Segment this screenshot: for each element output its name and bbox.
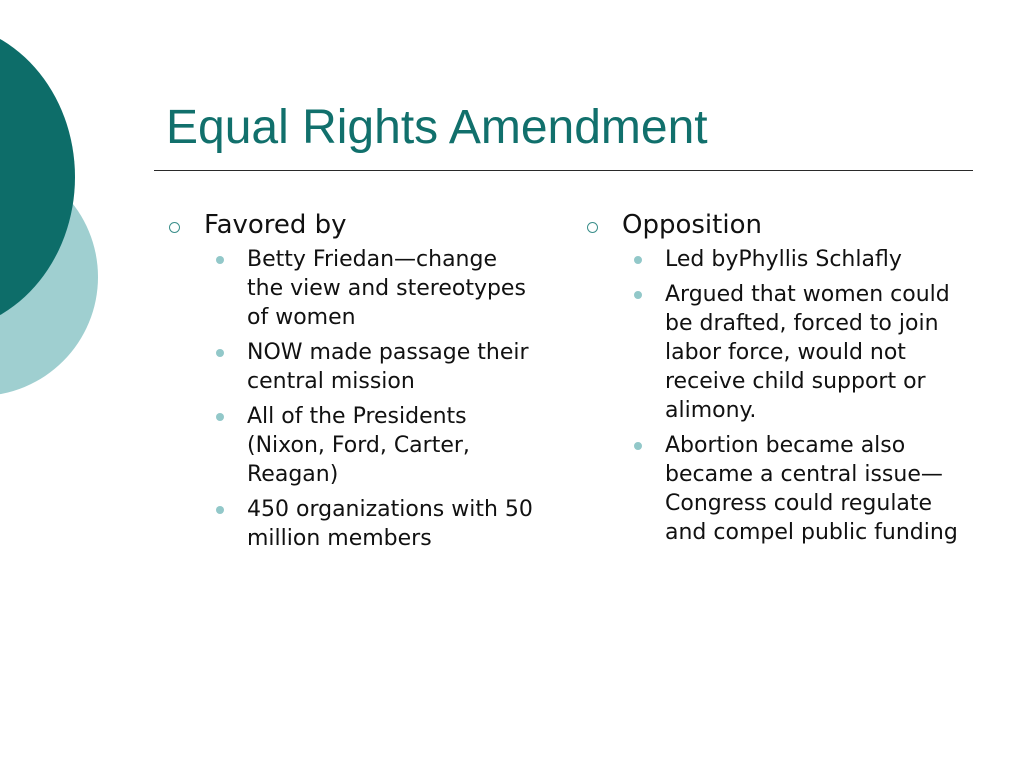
list-item-text: NOW made passage their central mission [247,340,529,394]
slide-title: Equal Rights Amendment [166,101,708,154]
hollow-circle-bullet-icon [587,222,598,233]
list-item [166,402,546,489]
opposition-heading [584,208,974,242]
favored-heading-label: Favored by [204,210,347,240]
opposition-list [584,245,974,547]
list-item [584,245,974,274]
opposition-heading-label: Opposition [622,210,762,240]
list-item [166,245,546,332]
dot-bullet-icon [216,349,224,357]
dot-bullet-icon [634,442,642,450]
hollow-circle-bullet-icon [169,222,180,233]
list-item-text: 450 organizations with 50 million members [247,497,533,551]
list-item [166,495,546,553]
list-item-text: Betty Friedan—change the view and stereotypes of women [247,247,526,330]
dot-bullet-icon [634,256,642,264]
dot-bullet-icon [216,413,224,421]
favored-column [166,208,546,559]
list-item-text: All of the Presidents (Nixon, Ford, Carter, Reagan) [247,404,470,487]
list-item-text: Abortion became also became a central issue—Congress could regulate and compel public funding [665,433,958,545]
opposition-column [584,208,974,553]
dot-bullet-icon [634,291,642,299]
title-divider [154,170,973,171]
favored-heading [166,208,546,242]
list-item-text: Argued that women could be drafted, forced to join labor force, would not receive child support or alimony. [665,282,950,423]
dot-bullet-icon [216,256,224,264]
dot-bullet-icon [216,506,224,514]
favored-list [166,245,546,553]
list-item [166,338,546,396]
list-item [584,431,974,547]
list-item [584,280,974,425]
list-item-text: Led byPhyllis Schlafly [665,247,902,272]
